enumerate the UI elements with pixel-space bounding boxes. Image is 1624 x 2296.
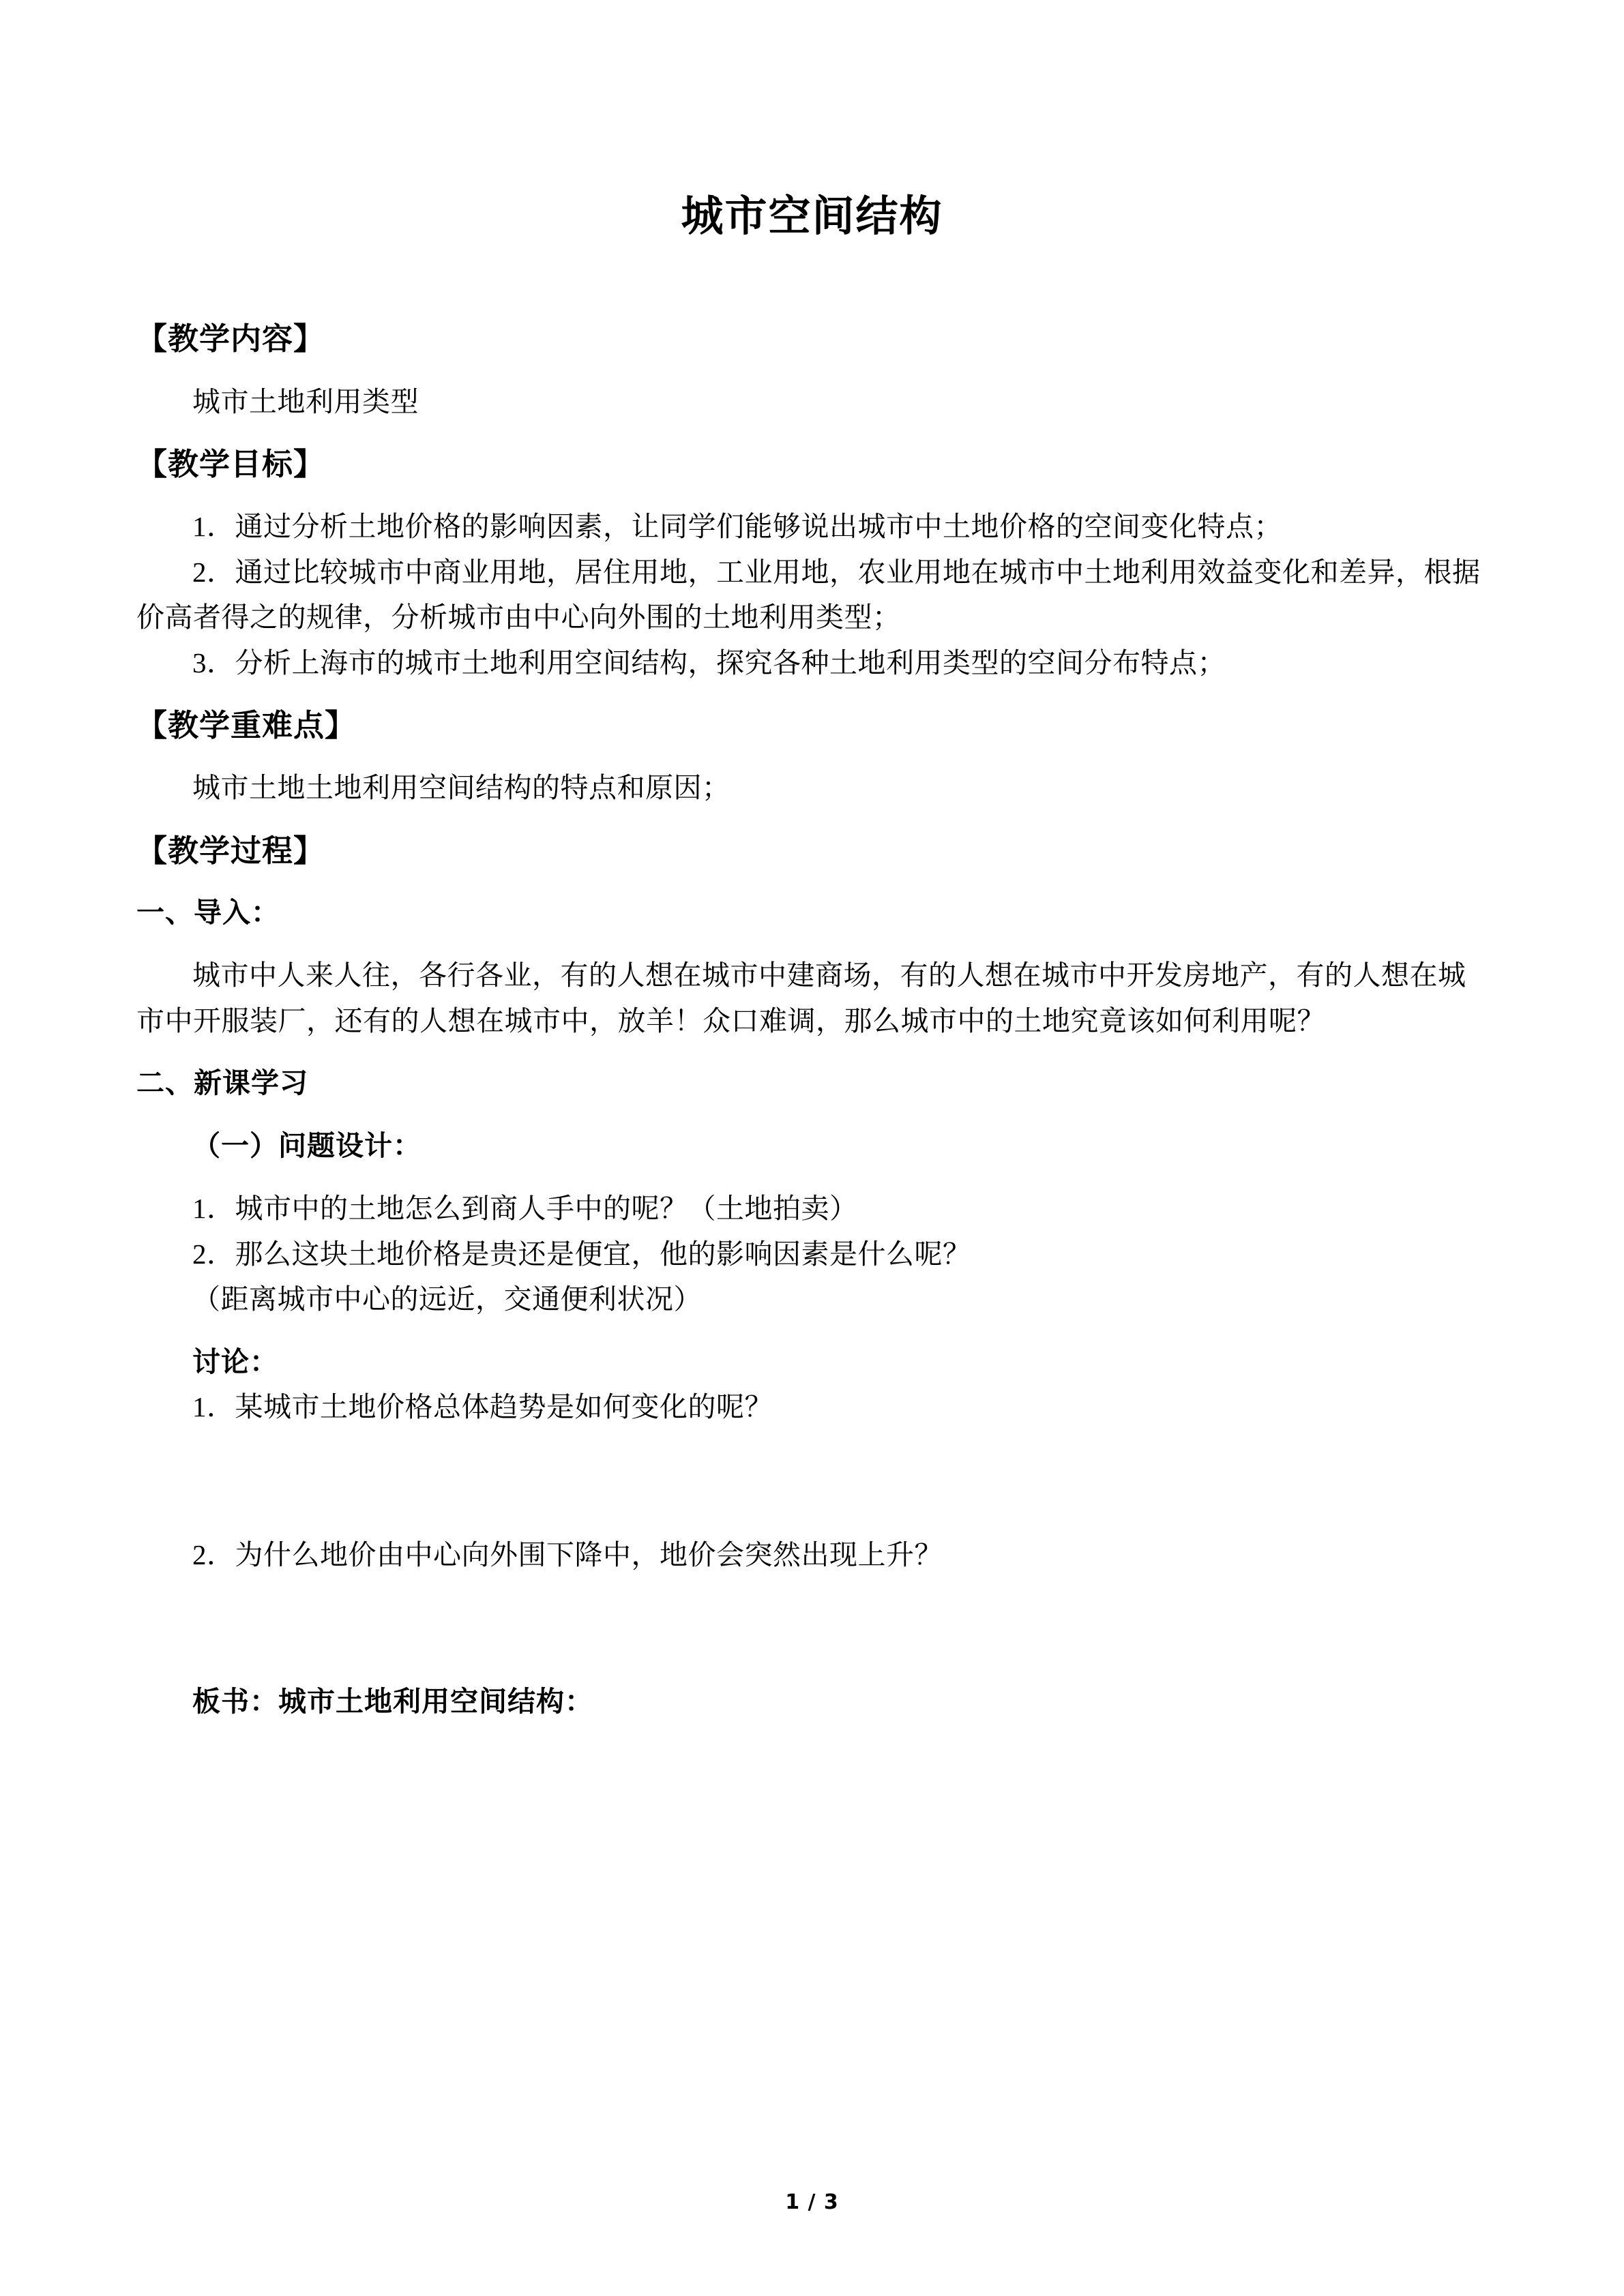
goal-item-2: 2．通过比较城市中商业用地，居住用地，工业用地，农业用地在城市中土地利用效益变化和差异，根据价高者得之的规律，分析城市由中心向外围的土地利用类型；: [136, 556, 1481, 633]
section-teaching-goals: [136, 442, 1488, 685]
process-step-1-heading: 一、导入：: [136, 895, 280, 929]
discussion-item-2: 2．为什么地价由中心向外围下降中，地价会突然出现上升？: [192, 1538, 943, 1570]
section-teaching-process: [136, 829, 1488, 1725]
page-footer: 1 / 3: [785, 2190, 839, 2214]
section-teaching-content: [136, 316, 1488, 424]
section-heading: 【教学重难点】: [136, 706, 357, 743]
section-heading: 【教学过程】: [136, 832, 325, 869]
section-heading: 【教学内容】: [136, 320, 325, 357]
discussion-heading: 讨论：: [192, 1345, 278, 1378]
process-step-2-heading: 二、新课学习: [136, 1067, 308, 1100]
section-paragraph: 城市土地利用类型: [192, 385, 419, 417]
process-step-1-text: 城市中人来人往，各行各业，有的人想在城市中建商场，有的人想在城市中开发房地产，有的人想在城市中开服装厂，还有的人想在城市中，放羊！众口难调，那么城市中的土地究竟该如何利用呢？: [136, 959, 1466, 1037]
goal-item-1: 1．通过分析土地价格的影响因素，让同学们能够说出城市中土地价格的空间变化特点；: [192, 511, 1282, 543]
process-sub-heading-1: （一）问题设计：: [192, 1129, 422, 1162]
answer-blank-area-2: [136, 1577, 1488, 1680]
section-key-difficulties: [136, 703, 1488, 811]
section-paragraph: 城市土地土地利用空间结构的特点和原因；: [192, 772, 730, 804]
section-heading: 【教学目标】: [136, 446, 325, 483]
question-2-note: （距离城市中心的远近，交通便利状况）: [192, 1283, 702, 1315]
board-note: 板书：城市土地利用空间结构：: [192, 1685, 593, 1718]
answer-blank-area-1: [136, 1430, 1488, 1532]
question-1: 1．城市中的土地怎么到商人手中的呢？（土地拍卖）: [192, 1193, 858, 1225]
goal-item-3: 3．分析上海市的城市土地利用空间结构，探究各种土地利用类型的空间分布特点；: [192, 646, 1226, 679]
page-title: 城市空间结构: [681, 191, 943, 241]
question-2: 2．那么这块土地价格是贵还是便宜，他的影响因素是什么呢？: [192, 1238, 971, 1270]
discussion-item-1: 1．某城市土地价格总体趋势是如何变化的呢？: [192, 1391, 773, 1423]
